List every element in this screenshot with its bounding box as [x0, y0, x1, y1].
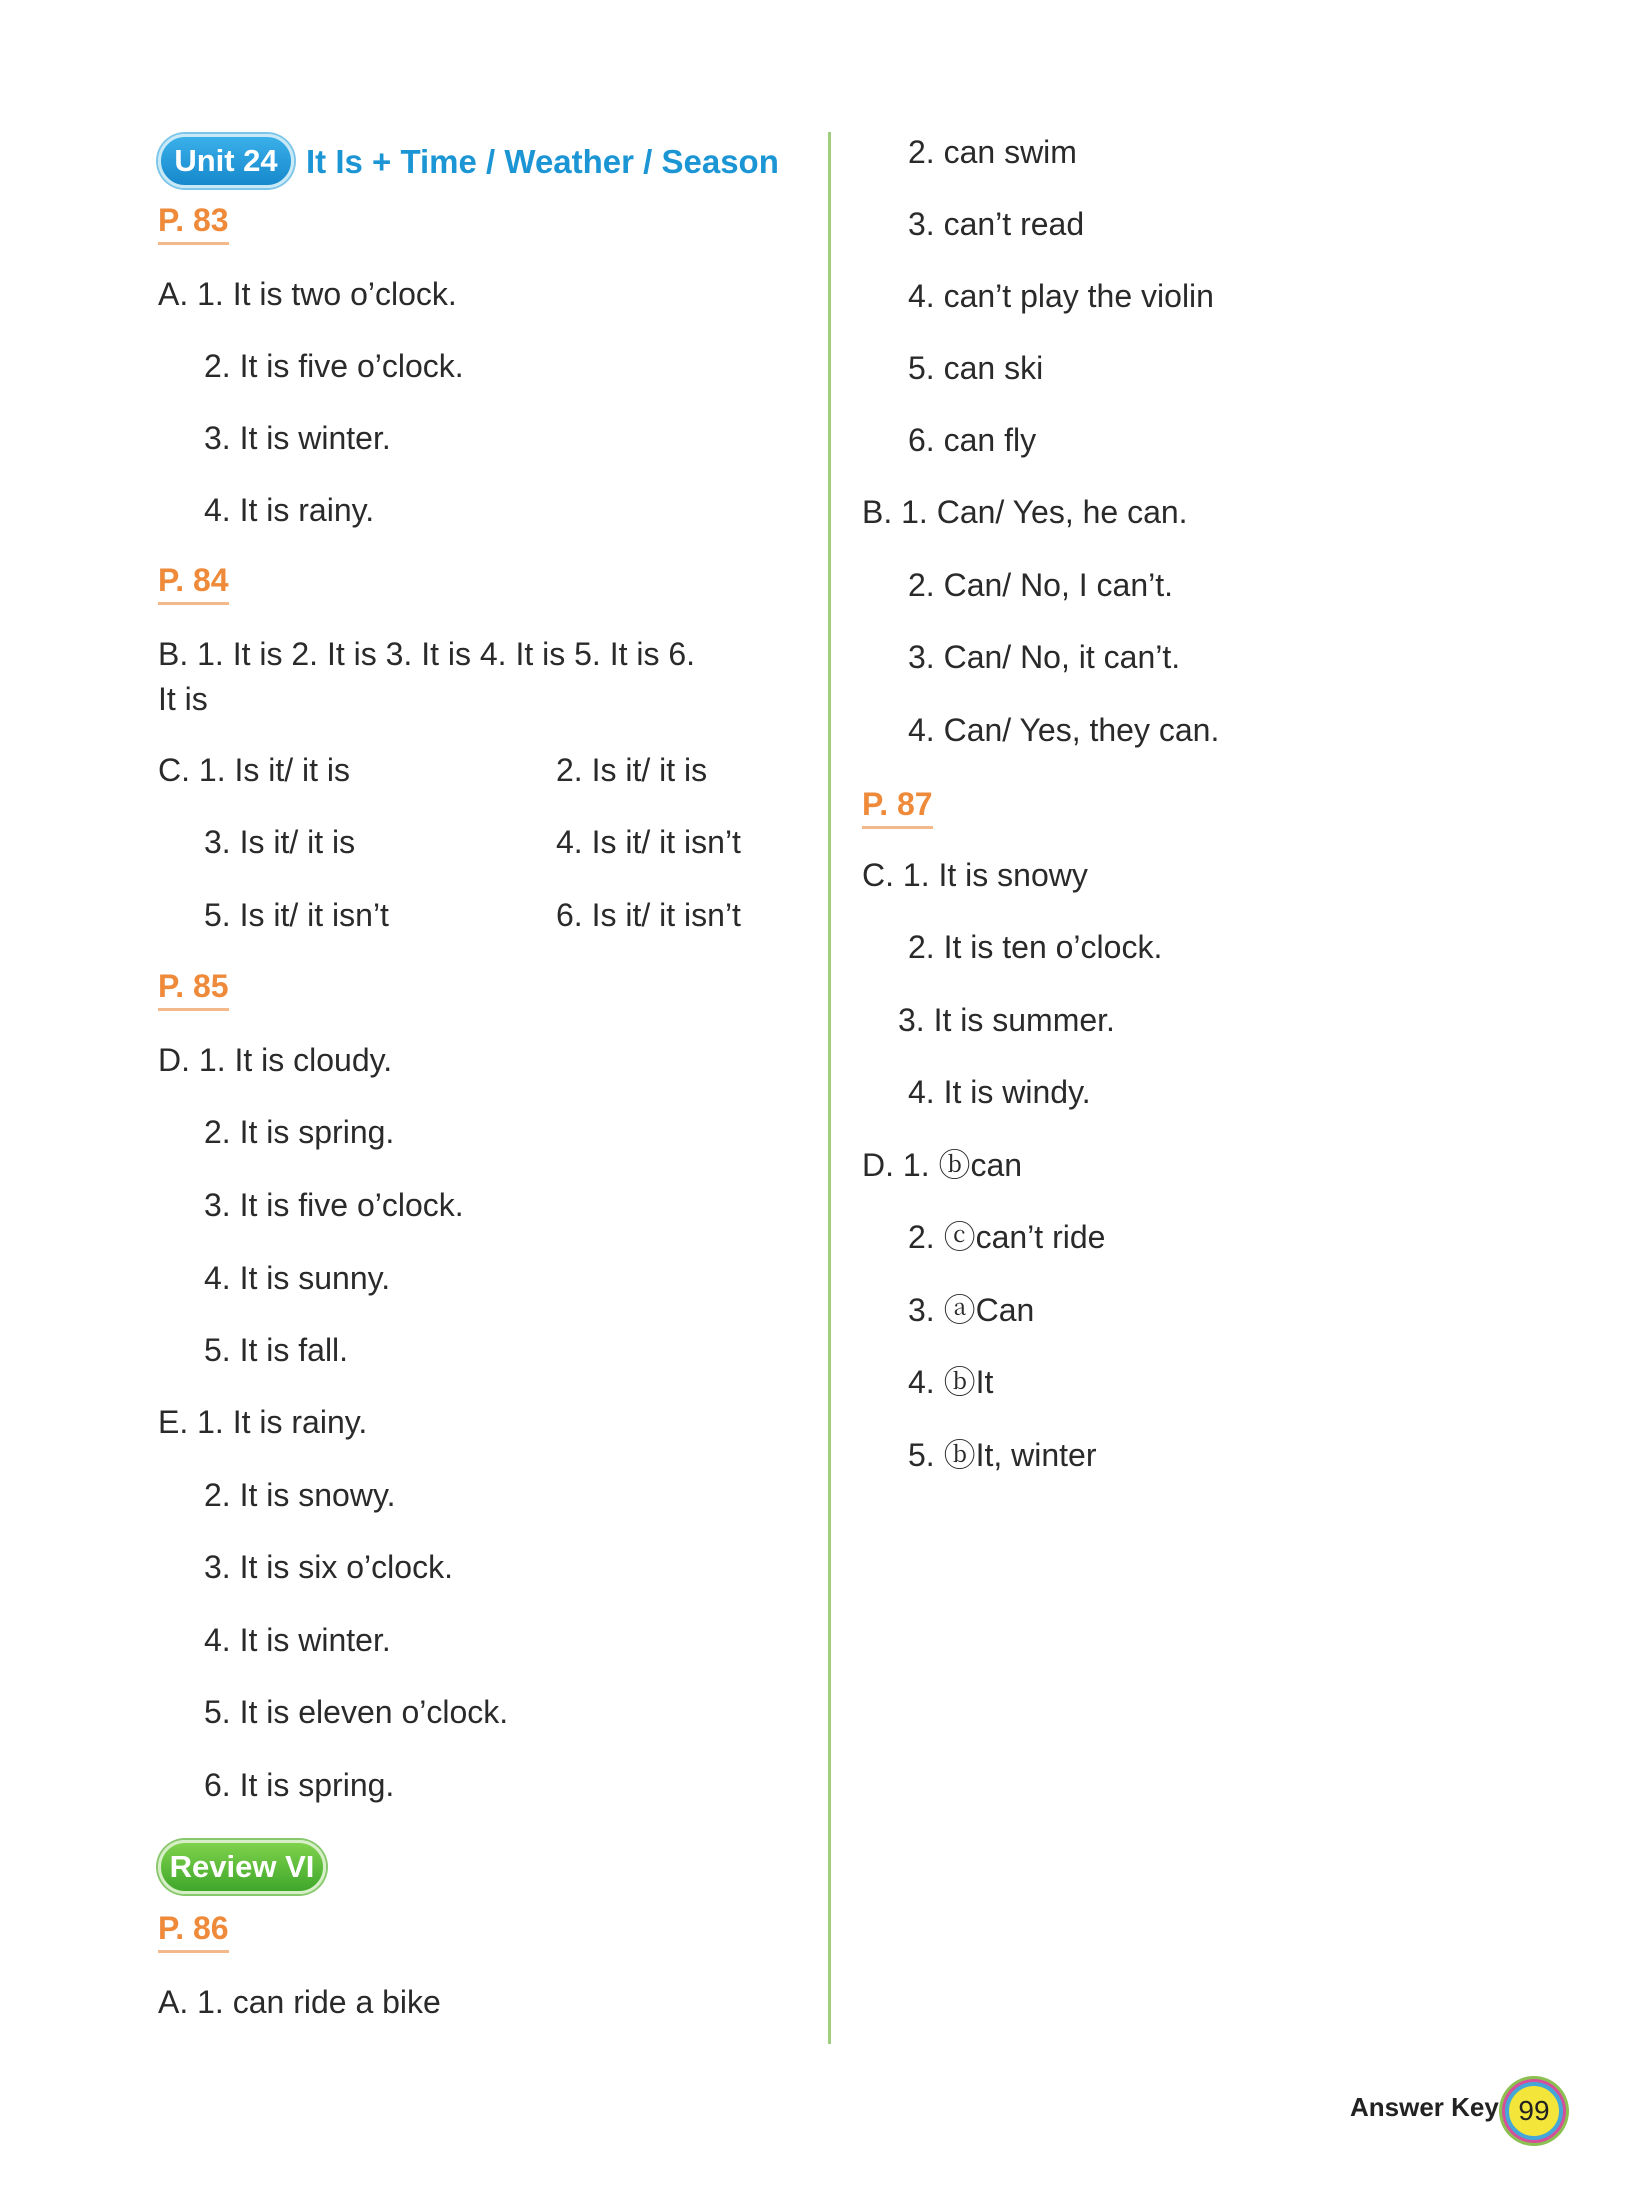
answer-line: 4. ⓑIt — [908, 1364, 994, 1400]
page-ref-83: P. 83 — [158, 200, 229, 245]
answer-line: 4. It is windy. — [908, 1074, 1091, 1110]
answer-line: 5. ⓑIt, winter — [908, 1437, 1097, 1473]
answer-line: 2. Is it/ it is — [556, 752, 708, 788]
answer-line: 2. It is ten o’clock. — [908, 929, 1163, 965]
answer-line: 3. Is it/ it is — [204, 824, 356, 860]
answer-line: C. 1. It is snowy — [862, 857, 1088, 893]
answer-line: 4. It is winter. — [204, 1622, 391, 1658]
answer-line: 2. Can/ No, I can’t. — [908, 567, 1174, 603]
answer-line: 5. Is it/ it isn’t — [204, 897, 389, 933]
answer-line: 5. It is fall. — [204, 1332, 349, 1368]
answer-line: D. 1. ⓑcan — [862, 1147, 1023, 1183]
answer-line: 6. It is spring. — [204, 1767, 395, 1803]
answer-line: 2. It is spring. — [204, 1114, 395, 1150]
answer-line: 3. ⓐCan — [908, 1292, 1035, 1328]
answer-line: It is — [158, 681, 208, 717]
unit-badge: Unit 24 — [158, 134, 294, 188]
answer-line: 4. Is it/ it isn’t — [556, 824, 741, 860]
answer-line: A. 1. It is two o’clock. — [158, 276, 457, 312]
answer-line: 6. can fly — [908, 422, 1037, 458]
unit-title: It Is + Time / Weather / Season — [306, 143, 779, 180]
answer-line: 4. It is rainy. — [204, 492, 375, 528]
answer-line: 4. It is sunny. — [204, 1260, 391, 1296]
answer-line: 3. It is five o’clock. — [204, 1187, 464, 1223]
column-divider — [828, 132, 831, 2044]
answer-line: B. 1. Can/ Yes, he can. — [862, 494, 1188, 530]
answer-line: 2. can swim — [908, 134, 1077, 170]
answer-line: 3. It is summer. — [898, 1002, 1115, 1038]
answer-line: 6. Is it/ it isn’t — [556, 897, 741, 933]
answer-line: 3. Can/ No, it can’t. — [908, 639, 1181, 675]
answer-line: C. 1. Is it/ it is — [158, 752, 351, 788]
answer-line: 2. ⓒcan’t ride — [908, 1219, 1106, 1255]
answer-line: 3. It is six o’clock. — [204, 1549, 453, 1585]
page-number: 99 — [1505, 2082, 1563, 2140]
answer-line: 4. can’t play the violin — [908, 278, 1214, 314]
answer-line: 5. It is eleven o’clock. — [204, 1694, 509, 1730]
answer-line: 2. It is snowy. — [204, 1477, 396, 1513]
page-ref-85: P. 85 — [158, 966, 229, 1011]
page-ref-84: P. 84 — [158, 560, 229, 605]
answer-line: D. 1. It is cloudy. — [158, 1042, 393, 1078]
answer-line: 3. can’t read — [908, 206, 1085, 242]
review-badge: Review VI — [158, 1840, 326, 1894]
page-ref-87: P. 87 — [862, 784, 933, 829]
answer-line: A. 1. can ride a bike — [158, 1984, 441, 2020]
page-ref-86: P. 86 — [158, 1908, 229, 1953]
answer-line: 5. can ski — [908, 350, 1044, 386]
answer-line: 2. It is five o’clock. — [204, 348, 464, 384]
answer-line: 4. Can/ Yes, they can. — [908, 712, 1220, 748]
answer-line: E. 1. It is rainy. — [158, 1404, 368, 1440]
answer-line: B. 1. It is 2. It is 3. It is 4. It is 5. It is 6. — [158, 636, 696, 672]
answer-line: 3. It is winter. — [204, 420, 391, 456]
answer-key-label: Answer Key — [1350, 2092, 1499, 2122]
